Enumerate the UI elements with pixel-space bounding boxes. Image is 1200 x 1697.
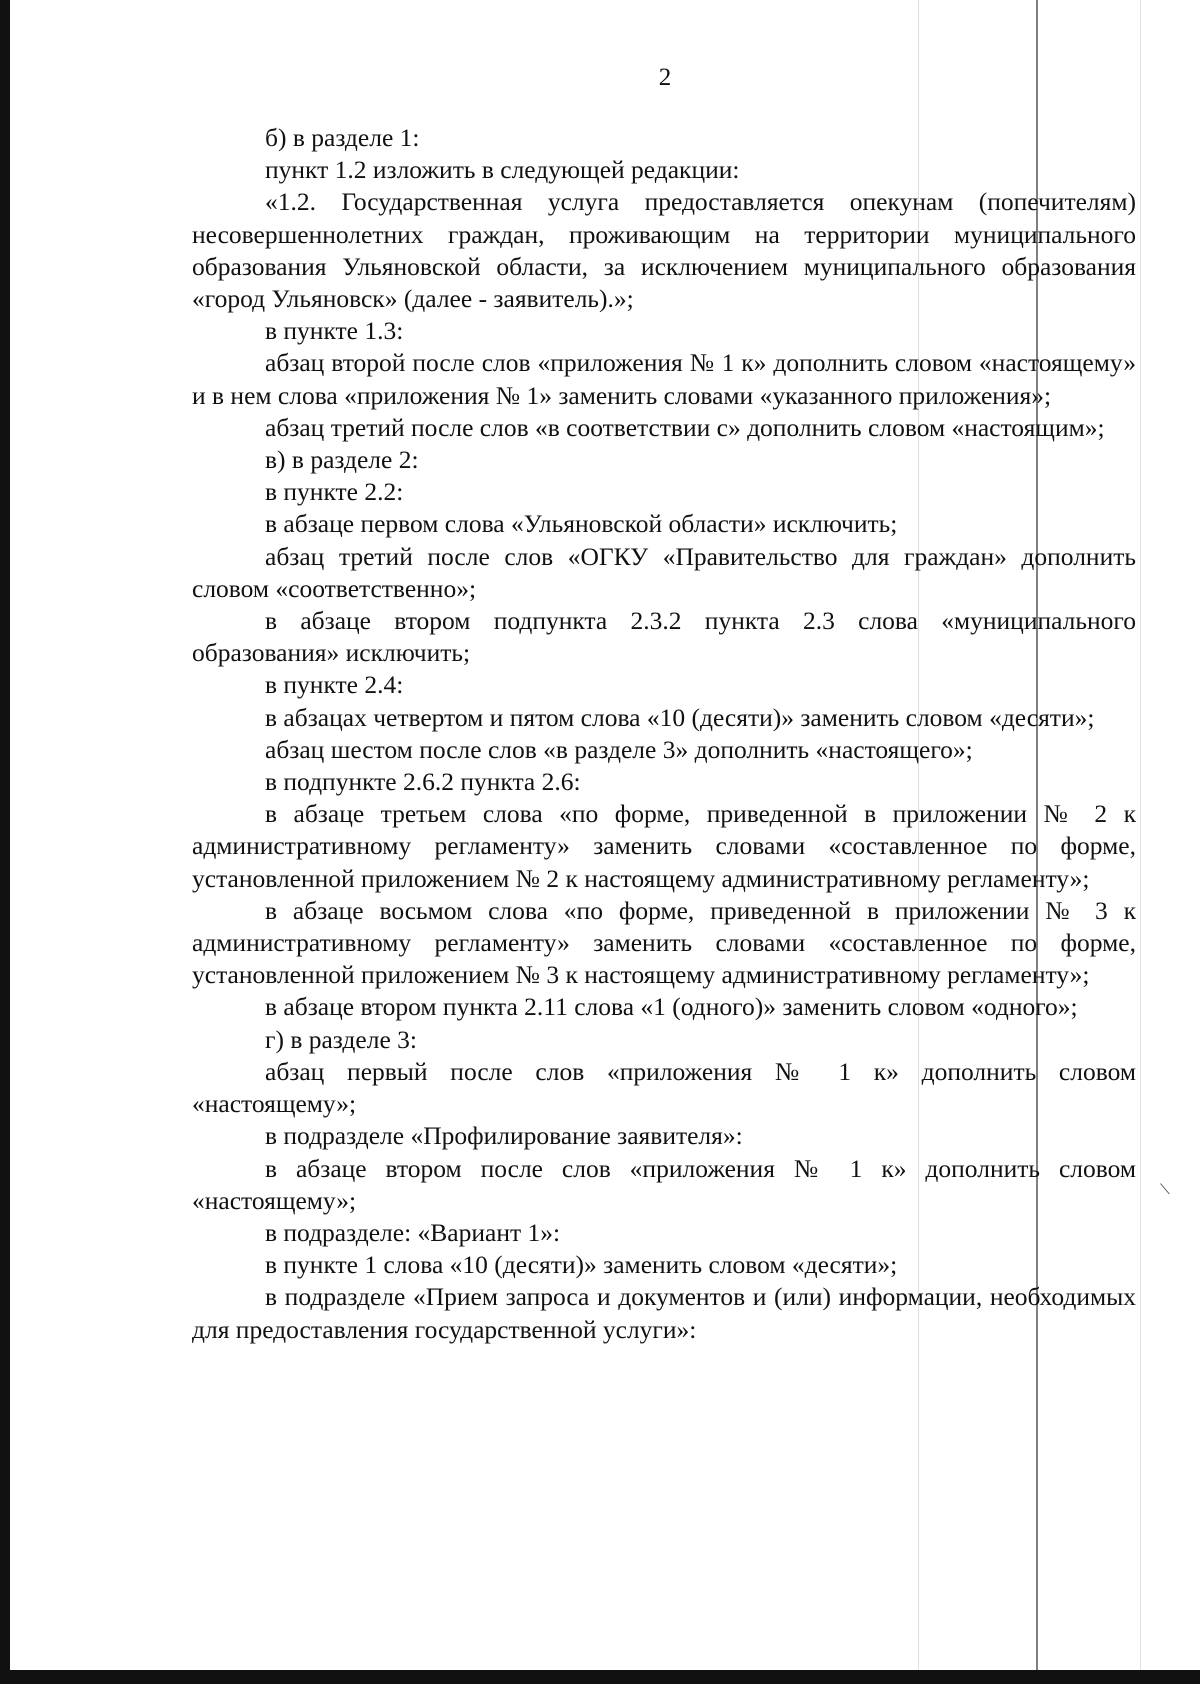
paragraph: в абзаце первом слова «Ульяновской области» исключить;	[265, 509, 898, 539]
paragraph: в пункте 2.4:	[265, 670, 404, 700]
paragraph: абзац первый после слов «приложения № 1 к» дополнить словом «настоящему»;	[192, 1056, 1136, 1119]
paragraph: абзац третий после слов «в соответствии с» дополнить словом «настоящим»;	[265, 412, 1105, 442]
paragraph: в подразделе «Прием запроса и документов и (или) информации, необходимых для предоставления государственной услуги»:	[192, 1282, 1136, 1344]
scan-fold-line-right	[1140, 0, 1141, 1670]
paragraph: в) в разделе 2:	[265, 445, 419, 475]
paragraph: в пункте 1 слова «10 (десяти)» заменить словом «десяти»;	[265, 1250, 898, 1280]
paragraph: в абзаце третьем слова «по форме, приведенной в приложении № 2 к административному регламенту» заменить словами «составленное по форме, установленной приложением № 2 к настоящему административному регламенту»;	[192, 799, 1136, 893]
paragraph: в подразделе «Профилирование заявителя»:	[265, 1121, 743, 1151]
paragraph: в абзаце втором пункта 2.11 слова «1 (одного)» заменить словом «одного»;	[265, 992, 1078, 1022]
scan-bottom-edge	[0, 1670, 1200, 1684]
paragraph: г) в разделе 3:	[265, 1024, 417, 1054]
paragraph: абзац третий после слов «ОГКУ «Правительство для граждан» дополнить словом «соответственно»;	[192, 541, 1136, 603]
page-number: 2	[658, 64, 672, 91]
paragraph: в абзаце втором подпункта 2.3.2 пункта 2.3 слова «муниципального образования» исключить;	[192, 606, 1136, 668]
paragraph: в подразделе: «Вариант 1»:	[265, 1217, 561, 1247]
paragraph: в подпункте 2.6.2 пункта 2.6:	[265, 767, 581, 797]
paragraph: в пункте 2.2:	[265, 477, 404, 507]
document-body	[192, 122, 1136, 1346]
paragraph: «1.2. Государственная услуга предоставляется опекунам (попечителям) несовершеннолетних граждан, проживающим на территории муниципального образования Ульяновской области, за исключением муниципального образования «город Ульяновск» (далее - заявитель).»;	[192, 187, 1136, 314]
paragraph: в абзаце втором после слов «приложения № 1 к» дополнить словом «настоящему»;	[192, 1153, 1136, 1215]
paragraph: абзац шестом после слов «в разделе 3» дополнить «настоящего»;	[265, 734, 973, 764]
paragraph: в абзацах четвертом и пятом слова «10 (десяти)» заменить словом «десяти»;	[265, 702, 1095, 732]
paragraph: в пункте 1.3:	[265, 316, 404, 346]
scan-left-edge	[0, 0, 10, 1670]
paragraph: пункт 1.2 изложить в следующей редакции:	[265, 155, 740, 185]
paragraph: в абзаце восьмом слова «по форме, приведенной в приложении № 3 к административному регламенту» заменить словами «составленное по форме, установленной приложением № 3 к настоящему административному регламенту»;	[192, 895, 1136, 990]
scan-speck: ⟍	[1160, 1183, 1170, 1198]
paragraph: абзац второй после слов «приложения № 1 к» дополнить словом «настоящему» и в нем слова «приложения № 1» заменить словами «указанного приложения»;	[192, 348, 1136, 410]
paragraph: б) в разделе 1:	[265, 123, 420, 152]
